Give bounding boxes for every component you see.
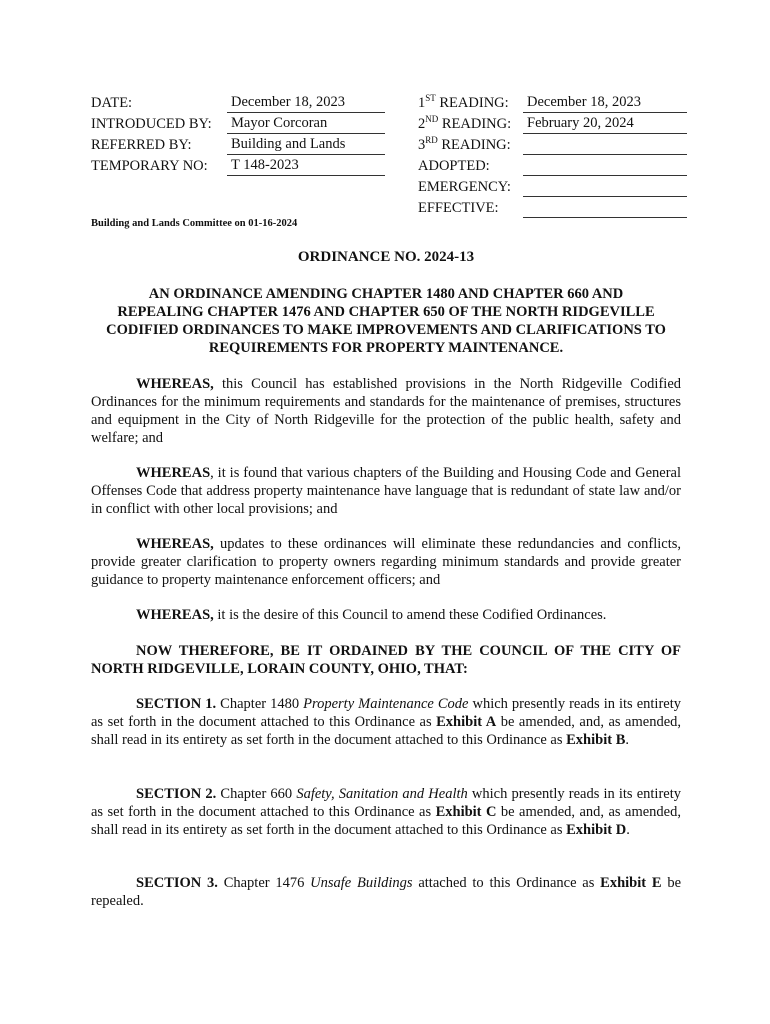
title-line: REQUIREMENTS FOR PROPERTY MAINTENANCE. [208, 340, 564, 356]
date-label: DATE: [91, 95, 133, 111]
committee-note: Building and Lands Committee on 01-16-2024 [91, 218, 298, 229]
referred-label: REFERRED BY: [91, 137, 192, 153]
emergency-row [418, 177, 688, 198]
header-left [91, 93, 386, 177]
date-row [91, 93, 386, 114]
adopted-row [418, 156, 688, 177]
effective-row [418, 198, 688, 219]
title-line: AN ORDINANCE AMENDING CHAPTER 1480 AND CHAPTER 660 AND [148, 286, 624, 302]
reading3-label: 3RD READING: [418, 135, 511, 153]
introduced-label: INTRODUCED BY: [91, 116, 212, 132]
reading3-value [523, 136, 687, 155]
referred-row [91, 135, 386, 156]
temporary-row [91, 156, 386, 177]
reading1-row [418, 93, 688, 114]
effective-value [523, 199, 687, 218]
whereas-paragraph-4: WHEREAS, it is the desire of this Council to amend these Codified Ordinances. [136, 607, 607, 623]
reading2-label: 2ND READING: [418, 114, 512, 132]
title-line: CODIFIED ORDINANCES TO MAKE IMPROVEMENTS AND CLARIFICATIONS TO [106, 322, 666, 338]
section-1: SECTION 1. Chapter 1480 Property Maintenance Code which presently reads in its entirety as set forth in the document attached to this Ordinance as Exhibit A be amended, and, as amended, shall read in its entirety as set forth in the document attached to this Ordinance as Exhibit B. [91, 696, 682, 748]
reading3-row [418, 135, 688, 156]
whereas-paragraph-1: WHEREAS, this Council has established provisions in the North Ridgeville Codified Ordinances for the minimum requirements and standards for the maintenance of premises, structures and equipment in the City of North Ridgeville for the protection of the public health, safety and welfare; and [91, 376, 681, 446]
ordinance-number: ORDINANCE NO. 2024-13 [297, 249, 475, 265]
adopted-value [523, 157, 687, 176]
temporary-value: T 148-2023 [227, 157, 385, 176]
ordinance-title [91, 285, 681, 357]
introduced-value: Mayor Corcoran [227, 115, 385, 134]
section-2: SECTION 2. Chapter 660 Safety, Sanitation and Health which presently reads in its entirety as set forth in the document attached to this Ordinance as Exhibit C be amended, and, as amended, shall read in its entirety as set forth in the document attached to this Ordinance as Exhibit D. [91, 786, 681, 838]
reading2-row [418, 114, 688, 135]
temporary-label: TEMPORARY NO: [91, 158, 208, 174]
emergency-label: EMERGENCY: [418, 179, 511, 195]
date-value: December 18, 2023 [227, 94, 385, 113]
emergency-value [523, 178, 687, 197]
title-line: REPEALING CHAPTER 1476 AND CHAPTER 650 OF THE NORTH RIDGEVILLE [117, 304, 655, 320]
effective-label: EFFECTIVE: [418, 200, 499, 216]
header-right [418, 93, 688, 219]
ordained-clause: NOW THEREFORE, BE IT ORDAINED BY THE COUNCIL OF THE CITY OF NORTH RIDGEVILLE, LORAIN COUNTY, OHIO, THAT: [91, 643, 681, 677]
whereas-paragraph-2: WHEREAS, it is found that various chapters of the Building and Housing Code and General Offenses Code that address property maintenance have language that is redundant of state law and/or in conflict with other local provisions; and [91, 465, 681, 517]
referred-value: Building and Lands [227, 136, 385, 155]
reading2-value: February 20, 2024 [523, 115, 687, 134]
reading1-value: December 18, 2023 [523, 94, 687, 113]
section-3: SECTION 3. Chapter 1476 Unsafe Buildings attached to this Ordinance as Exhibit E be repealed. [91, 875, 681, 909]
introduced-row [91, 114, 386, 135]
whereas-paragraph-3: WHEREAS, updates to these ordinances will eliminate these redundancies and conflicts, provide greater clarification to property owners regarding minimum standards and provide greater guidance to property maintenance enforcement officers; and [91, 536, 681, 588]
adopted-label: ADOPTED: [418, 158, 490, 174]
reading1-label: 1ST READING: [418, 93, 509, 111]
